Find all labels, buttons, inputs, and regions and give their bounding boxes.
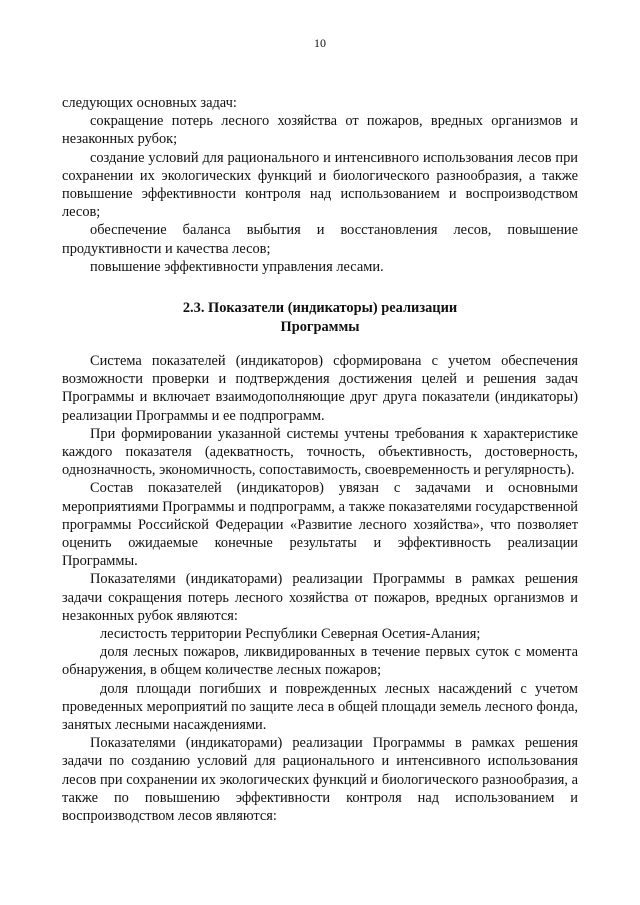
body-paragraph: При формировании указанной системы учтены требования к характеристике каждого показателя (адекватность, точность, объективность, достоверность, однозначность, экономичность, сопоставимость, своевременность и регулярность). <box>62 425 578 479</box>
intro-lead: следующих основных задач: <box>62 95 237 111</box>
task-item: обеспечение баланса выбытия и восстановления лесов, повышение продуктивности и качества лесов; <box>62 222 578 257</box>
task-item: создание условий для рационального и интенсивного использования лесов при сохранении их экологических функций и биологического разнообразия, а также повышение эффективности контроля над использованием и воспроизводством лесов; <box>62 149 578 221</box>
task-item: сокращение потерь лесного хозяйства от пожаров, вредных организмов и незаконных рубок; <box>62 113 578 148</box>
indicator-item: доля лесных пожаров, ликвидированных в течение первых суток с момента обнаружения, в общем количестве лесных пожаров; <box>62 644 578 679</box>
page-number: 10 <box>314 36 326 50</box>
indicator-item: доля площади погибших и поврежденных лесных насаждений с учетом проведенных мероприятий по защите леса в общей площади земель лесного фонда, занятых лесными насаждениями. <box>62 680 578 734</box>
body-paragraph: Система показателей (индикаторов) сформирована с учетом обеспечения возможности проверки и подтверждения достижения целей и решения задач Программы и включает взаимодополняющие друг друга показатели (индикаторы) реализации Программы и ее подпрограмм. <box>62 353 578 424</box>
closing-paragraph: Показателями (индикаторами) реализации Программы в рамках решения задачи по созданию условий для рационального и интенсивного использования лесов при сохранении их экологических функций и биологического разнообразия, а также по повышению эффективности контроля над использованием и воспроизводством лесов являются: <box>62 735 578 825</box>
indicator-item: лесистость территории Республики Северная Осетия-Алания; <box>100 626 481 643</box>
section-title-line2: Программы <box>280 318 360 335</box>
body-paragraph: Состав показателей (индикаторов) увязан с задачами и основными мероприятиями Программы и подпрограмм, а также показателями государственной программы Российской Федерации «Развитие лесного хозяйства», что позволяет оценить ожидаемые конечные результаты и эффективность реализации Программы. <box>62 480 578 570</box>
intro-block <box>62 94 578 276</box>
body-block <box>62 352 578 825</box>
section-heading <box>62 299 578 336</box>
section-title-line1: 2.3. Показатели (индикаторы) реализации <box>182 300 458 316</box>
task-item: повышение эффективности управления лесами. <box>90 258 384 275</box>
body-paragraph: Показателями (индикаторами) реализации Программы в рамках решения задачи сокращения потерь лесного хозяйства от пожаров, вредных организмов и незаконных рубок являются: <box>62 571 578 624</box>
